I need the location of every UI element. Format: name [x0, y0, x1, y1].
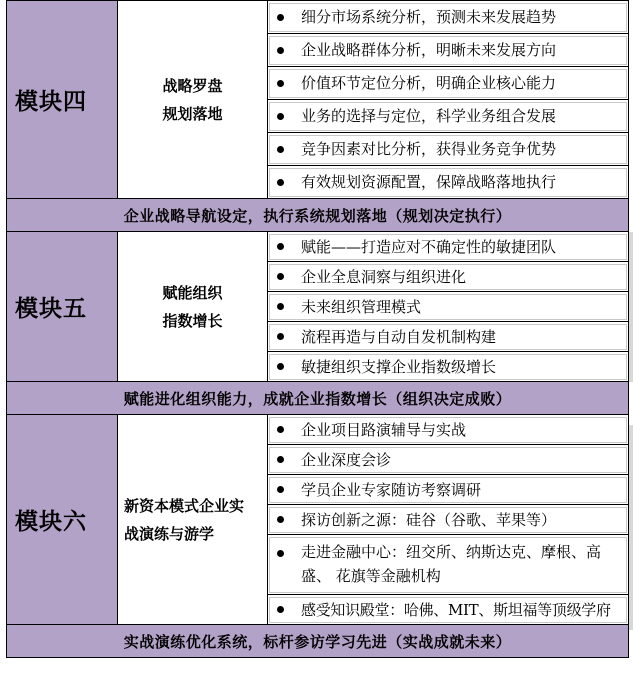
module-6-summary: 实战演练优化系统，标杆参访学习先进（实战成就未来） [7, 625, 629, 658]
bullet-icon [277, 146, 284, 153]
list-item: 感受知识殿堂：哈佛、MIT、斯坦福等顶级学府 [269, 597, 627, 623]
bullet-icon [277, 243, 284, 250]
list-item: 有效规划资源配置，保障战略落地执行 [269, 168, 627, 197]
list-item: 未来组织管理模式 [269, 294, 627, 320]
list-item: 业务的选择与定位，科学业务组合发展 [269, 102, 627, 131]
module-6-title: 模块六 [7, 415, 118, 625]
bullet-icon [277, 426, 284, 433]
list-item: 流程再造与自动自发机制构建 [269, 324, 627, 350]
bullet-icon [277, 179, 284, 186]
module-5-subtitle-line-1: 赋能组织 [162, 283, 223, 302]
list-item: 企业深度会诊 [269, 447, 627, 473]
bullet-icon [277, 333, 284, 340]
bullet-icon [277, 550, 284, 557]
module-6-subtitle [118, 415, 268, 625]
right-edge-shadow [629, 232, 633, 382]
list-item: 学员企业专家随访考察调研 [269, 477, 627, 503]
bullet-icon [277, 456, 284, 463]
module-6-subtitle-line-1: 新资本模式企业实 [124, 496, 245, 515]
list-item: 价值环节定位分析，明确企业核心能力 [269, 69, 627, 98]
list-item: 细分市场系统分析，预测未来发展趋势 [269, 3, 627, 32]
module-5-summary: 赋能进化组织能力，成就企业指数增长（组织决定成败） [7, 382, 629, 415]
curriculum-table [6, 0, 629, 658]
bullet-icon [277, 363, 284, 370]
module-5-title: 模块五 [7, 232, 118, 382]
module-4-summary: 企业战略导航设定，执行系统规划落地（规划决定执行） [7, 199, 629, 232]
module-4-subtitle-line-2: 规划落地 [162, 104, 223, 123]
list-item: 敏捷组织支撑企业指数级增长 [269, 354, 627, 380]
bullet-icon [277, 47, 284, 54]
module-5-subtitle [118, 232, 268, 382]
bullet-icon [277, 606, 284, 613]
bullet-icon [277, 273, 284, 280]
bullet-icon [277, 303, 284, 310]
module-4-subtitle-line-1: 战略罗盘 [162, 76, 223, 95]
module-4-subtitle [118, 1, 268, 199]
list-item: 企业全息洞察与组织进化 [269, 264, 627, 290]
list-item: 探访创新之源：硅谷（谷歌、苹果等） [269, 507, 627, 533]
list-item: 企业项目路演辅导与实战 [269, 417, 627, 443]
list-item: 竞争因素对比分析，获得业务竞争优势 [269, 135, 627, 164]
right-edge-shadow [629, 425, 633, 630]
list-item: 企业战略群体分析，明晰未来发展方向 [269, 36, 627, 65]
module-5-subtitle-line-2: 指数增长 [162, 311, 223, 330]
module-6-subtitle-line-2: 战演练与游学 [124, 524, 215, 543]
bullet-icon [277, 113, 284, 120]
bullet-icon [277, 14, 284, 21]
module-4-title: 模块四 [7, 1, 118, 199]
list-item: 赋能——打造应对不确定性的敏捷团队 [269, 234, 627, 260]
bullet-icon [277, 80, 284, 87]
bullet-icon [277, 516, 284, 523]
list-item: 走进金融中心：纽交所、纳斯达克、摩根、高盛、 花旗等金融机构 [269, 537, 627, 593]
bullet-icon [277, 486, 284, 493]
